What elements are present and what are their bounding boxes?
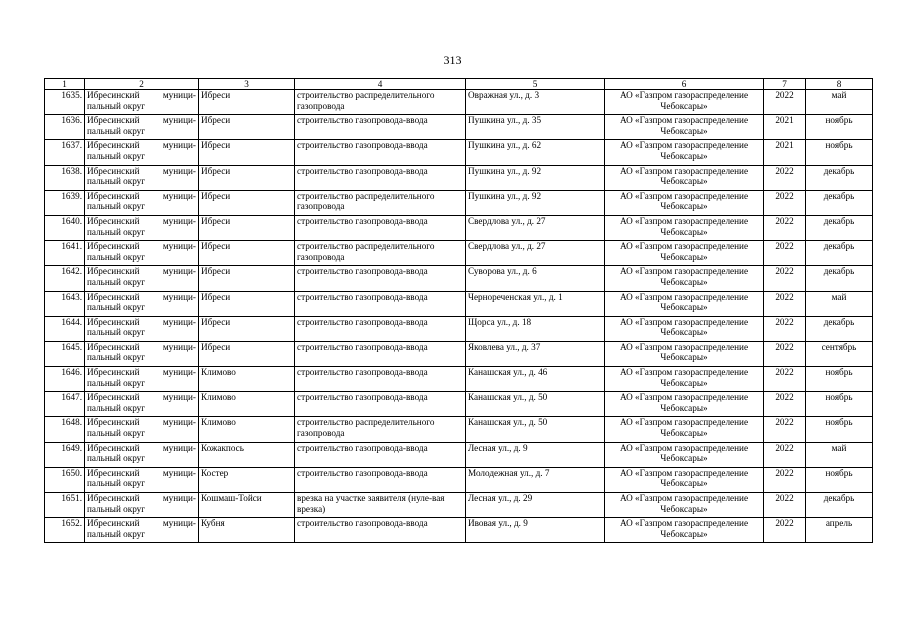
work-type-cell: строительство газопровода-ввода [295, 316, 466, 341]
table-row [45, 367, 873, 392]
settlement-cell: Костер [199, 467, 295, 492]
month-cell: декабрь [806, 215, 873, 240]
work-type-cell: строительство газопровода-ввода [295, 165, 466, 190]
work-type-cell: строительство газопровода-ввода [295, 341, 466, 366]
row-number-cell: 1646. [45, 367, 85, 392]
district-cell: Ибресинский муници-пальный округ [85, 367, 199, 392]
year-cell: 2022 [764, 341, 806, 366]
organization-cell: АО «Газпром газораспределение Чебоксары» [605, 493, 764, 518]
column-header-7: 7 [764, 79, 806, 90]
settlement-cell: Ибреси [199, 190, 295, 215]
year-cell: 2021 [764, 140, 806, 165]
row-number-cell: 1651. [45, 493, 85, 518]
month-cell: ноябрь [806, 115, 873, 140]
month-cell: май [806, 291, 873, 316]
work-type-cell: строительство распределительного газопровода [295, 241, 466, 266]
year-cell: 2022 [764, 493, 806, 518]
year-cell: 2022 [764, 241, 806, 266]
work-type-cell: строительство газопровода-ввода [295, 115, 466, 140]
settlement-cell: Ибреси [199, 140, 295, 165]
organization-cell: АО «Газпром газораспределение Чебоксары» [605, 140, 764, 165]
row-number-cell: 1635. [45, 90, 85, 115]
table-row [45, 90, 873, 115]
year-cell: 2022 [764, 518, 806, 543]
district-cell: Ибресинский муници-пальный округ [85, 316, 199, 341]
table-row [45, 140, 873, 165]
row-number-cell: 1650. [45, 467, 85, 492]
district-cell: Ибресинский муници-пальный округ [85, 140, 199, 165]
work-type-cell: строительство газопровода-ввода [295, 140, 466, 165]
column-header-3: 3 [199, 79, 295, 90]
column-header-5: 5 [466, 79, 605, 90]
month-cell: ноябрь [806, 467, 873, 492]
district-cell: Ибресинский муници-пальный округ [85, 467, 199, 492]
table-row [45, 316, 873, 341]
month-cell: декабрь [806, 266, 873, 291]
row-number-cell: 1638. [45, 165, 85, 190]
work-type-cell: строительство распределительного газопровода [295, 417, 466, 442]
month-cell: ноябрь [806, 140, 873, 165]
organization-cell: АО «Газпром газораспределение Чебоксары» [605, 341, 764, 366]
address-cell: Пушкина ул., д. 92 [466, 190, 605, 215]
row-number-cell: 1642. [45, 266, 85, 291]
table-row [45, 165, 873, 190]
month-cell: декабрь [806, 165, 873, 190]
district-cell: Ибресинский муници-пальный округ [85, 241, 199, 266]
organization-cell: АО «Газпром газораспределение Чебоксары» [605, 165, 764, 190]
work-type-cell: строительство распределительного газопровода [295, 90, 466, 115]
organization-cell: АО «Газпром газораспределение Чебоксары» [605, 316, 764, 341]
settlement-cell: Ибреси [199, 341, 295, 366]
table-row [45, 266, 873, 291]
year-cell: 2022 [764, 442, 806, 467]
year-cell: 2022 [764, 266, 806, 291]
table-row [45, 190, 873, 215]
address-cell: Молодежная ул., д. 7 [466, 467, 605, 492]
district-cell: Ибресинский муници-пальный округ [85, 115, 199, 140]
district-cell: Ибресинский муници-пальный округ [85, 392, 199, 417]
address-cell: Канашская ул., д. 46 [466, 367, 605, 392]
district-cell: Ибресинский муници-пальный округ [85, 417, 199, 442]
column-header-8: 8 [806, 79, 873, 90]
year-cell: 2021 [764, 115, 806, 140]
row-number-cell: 1648. [45, 417, 85, 442]
year-cell: 2022 [764, 392, 806, 417]
row-number-cell: 1645. [45, 341, 85, 366]
settlement-cell: Климово [199, 417, 295, 442]
organization-cell: АО «Газпром газораспределение Чебоксары» [605, 442, 764, 467]
organization-cell: АО «Газпром газораспределение Чебоксары» [605, 90, 764, 115]
month-cell: ноябрь [806, 417, 873, 442]
settlement-cell: Кожакпось [199, 442, 295, 467]
table-row [45, 341, 873, 366]
row-number-cell: 1652. [45, 518, 85, 543]
year-cell: 2022 [764, 90, 806, 115]
column-header-1: 1 [45, 79, 85, 90]
district-cell: Ибресинский муници-пальный округ [85, 165, 199, 190]
settlement-cell: Ибреси [199, 90, 295, 115]
row-number-cell: 1636. [45, 115, 85, 140]
organization-cell: АО «Газпром газораспределение Чебоксары» [605, 190, 764, 215]
table-row [45, 442, 873, 467]
table-row [45, 417, 873, 442]
month-cell: декабрь [806, 316, 873, 341]
year-cell: 2022 [764, 291, 806, 316]
work-type-cell: строительство газопровода-ввода [295, 518, 466, 543]
year-cell: 2022 [764, 316, 806, 341]
table-row [45, 291, 873, 316]
work-type-cell: строительство распределительного газопровода [295, 190, 466, 215]
row-number-cell: 1649. [45, 442, 85, 467]
organization-cell: АО «Газпром газораспределение Чебоксары» [605, 241, 764, 266]
row-number-cell: 1637. [45, 140, 85, 165]
column-header-6: 6 [605, 79, 764, 90]
row-number-cell: 1640. [45, 215, 85, 240]
address-cell: Ивовая ул., д. 9 [466, 518, 605, 543]
year-cell: 2022 [764, 165, 806, 190]
settlement-cell: Климово [199, 367, 295, 392]
work-type-cell: строительство газопровода-ввода [295, 266, 466, 291]
table-row [45, 518, 873, 543]
work-type-cell: строительство газопровода-ввода [295, 215, 466, 240]
address-cell: Щорса ул., д. 18 [466, 316, 605, 341]
address-cell: Суворова ул., д. 6 [466, 266, 605, 291]
column-header-2: 2 [85, 79, 199, 90]
year-cell: 2022 [764, 367, 806, 392]
organization-cell: АО «Газпром газораспределение Чебоксары» [605, 467, 764, 492]
settlement-cell: Ибреси [199, 241, 295, 266]
address-cell: Канашская ул., д. 50 [466, 392, 605, 417]
year-cell: 2022 [764, 215, 806, 240]
work-type-cell: строительство газопровода-ввода [295, 467, 466, 492]
row-number-cell: 1647. [45, 392, 85, 417]
district-cell: Ибресинский муници-пальный округ [85, 518, 199, 543]
month-cell: ноябрь [806, 392, 873, 417]
address-cell: Пушкина ул., д. 62 [466, 140, 605, 165]
district-cell: Ибресинский муници-пальный округ [85, 215, 199, 240]
address-cell: Чернореченская ул., д. 1 [466, 291, 605, 316]
work-type-cell: строительство газопровода-ввода [295, 291, 466, 316]
work-type-cell: строительство газопровода-ввода [295, 367, 466, 392]
year-cell: 2022 [764, 190, 806, 215]
work-type-cell: строительство газопровода-ввода [295, 442, 466, 467]
month-cell: декабрь [806, 493, 873, 518]
address-cell: Лесная ул., д. 29 [466, 493, 605, 518]
settlement-cell: Ибреси [199, 291, 295, 316]
district-cell: Ибресинский муници-пальный округ [85, 341, 199, 366]
work-type-cell: строительство газопровода-ввода [295, 392, 466, 417]
settlement-cell: Ибреси [199, 316, 295, 341]
organization-cell: АО «Газпром газораспределение Чебоксары» [605, 215, 764, 240]
header-row [45, 79, 873, 90]
month-cell: май [806, 442, 873, 467]
month-cell: ноябрь [806, 367, 873, 392]
district-cell: Ибресинский муници-пальный округ [85, 442, 199, 467]
organization-cell: АО «Газпром газораспределение Чебоксары» [605, 417, 764, 442]
table-row [45, 215, 873, 240]
organization-cell: АО «Газпром газораспределение Чебоксары» [605, 518, 764, 543]
district-cell: Ибресинский муници-пальный округ [85, 190, 199, 215]
address-cell: Лесная ул., д. 9 [466, 442, 605, 467]
district-cell: Ибресинский муници-пальный округ [85, 90, 199, 115]
address-cell: Канашская ул., д. 50 [466, 417, 605, 442]
month-cell: декабрь [806, 241, 873, 266]
settlement-cell: Ибреси [199, 165, 295, 190]
settlement-cell: Ибреси [199, 215, 295, 240]
register-table [44, 78, 873, 543]
settlement-cell: Кубня [199, 518, 295, 543]
row-number-cell: 1639. [45, 190, 85, 215]
district-cell: Ибресинский муници-пальный округ [85, 493, 199, 518]
table-row [45, 241, 873, 266]
settlement-cell: Ибреси [199, 266, 295, 291]
month-cell: сентябрь [806, 341, 873, 366]
table-body [45, 90, 873, 543]
address-cell: Овражная ул., д. 3 [466, 90, 605, 115]
row-number-cell: 1641. [45, 241, 85, 266]
organization-cell: АО «Газпром газораспределение Чебоксары» [605, 115, 764, 140]
district-cell: Ибресинский муници-пальный округ [85, 291, 199, 316]
column-header-4: 4 [295, 79, 466, 90]
year-cell: 2022 [764, 417, 806, 442]
table-row [45, 392, 873, 417]
address-cell: Пушкина ул., д. 92 [466, 165, 605, 190]
month-cell: апрель [806, 518, 873, 543]
table-row [45, 115, 873, 140]
organization-cell: АО «Газпром газораспределение Чебоксары» [605, 367, 764, 392]
address-cell: Пушкина ул., д. 35 [466, 115, 605, 140]
address-cell: Свердлова ул., д. 27 [466, 241, 605, 266]
work-type-cell: врезка на участке заявителя (нуле-вая врезка) [295, 493, 466, 518]
month-cell: май [806, 90, 873, 115]
table-row [45, 467, 873, 492]
month-cell: декабрь [806, 190, 873, 215]
row-number-cell: 1643. [45, 291, 85, 316]
row-number-cell: 1644. [45, 316, 85, 341]
settlement-cell: Ибреси [199, 115, 295, 140]
page-number: 313 [443, 53, 462, 67]
organization-cell: АО «Газпром газораспределение Чебоксары» [605, 291, 764, 316]
year-cell: 2022 [764, 467, 806, 492]
address-cell: Яковлева ул., д. 37 [466, 341, 605, 366]
settlement-cell: Кошмаш-Тойси [199, 493, 295, 518]
district-cell: Ибресинский муници-пальный округ [85, 266, 199, 291]
settlement-cell: Климово [199, 392, 295, 417]
organization-cell: АО «Газпром газораспределение Чебоксары» [605, 392, 764, 417]
address-cell: Свердлова ул., д. 27 [466, 215, 605, 240]
table-row [45, 493, 873, 518]
organization-cell: АО «Газпром газораспределение Чебоксары» [605, 266, 764, 291]
